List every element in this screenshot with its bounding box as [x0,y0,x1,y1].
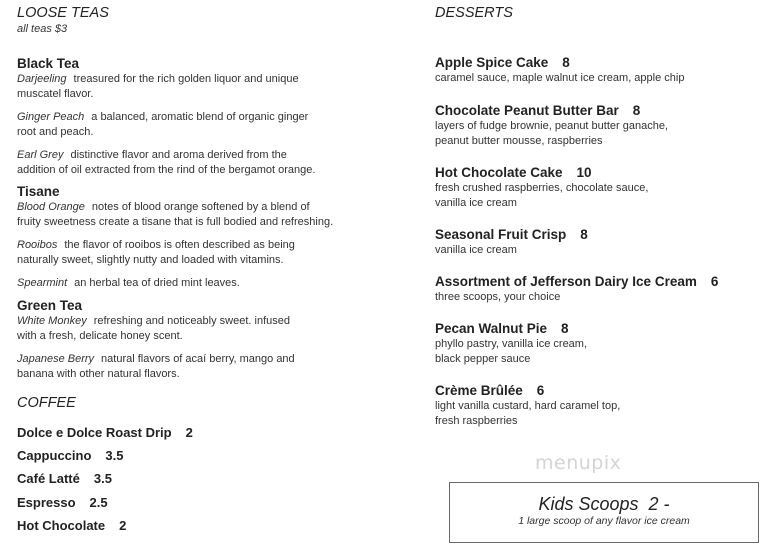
dessert-price: 10 [576,165,592,180]
dessert-item [435,164,765,211]
dessert-desc: black pepper sauce [435,353,531,365]
dessert-desc: caramel sauce, maple walnut ice cream, apple chip [435,72,685,84]
tea-item [17,314,387,343]
dessert-heading [435,54,765,71]
dessert-desc: vanilla ice cream [435,244,517,256]
coffee-item [17,495,108,511]
dessert-price: 6 [536,383,545,398]
dessert-desc: fresh raspberries [435,415,518,427]
tea-desc-cont: root and peach. [17,125,94,138]
tea-name: White Monkey [17,315,87,327]
loose-teas-subtitle: all teas $3 [17,23,68,35]
tea-item [17,238,387,267]
dessert-item [435,102,765,149]
dessert-name: Assortment of Jefferson Dairy Ice Cream [435,274,697,289]
tea-name: Blood Orange [17,201,85,213]
coffee-item [17,448,123,464]
coffee-price: 3.5 [105,448,124,463]
dessert-desc: vanilla ice cream [435,197,517,209]
dessert-name: Seasonal Fruit Crisp [435,227,567,242]
dessert-item [435,54,765,86]
tea-item [17,110,387,139]
tea-desc-cont: muscatel flavor. [17,87,94,100]
tea-desc: a balanced, aromatic blend of organic ginger [91,111,309,123]
tea-desc: an herbal tea of dried mint leaves. [74,277,240,289]
coffee-price: 3.5 [93,471,112,486]
tea-desc: treasured for the rich golden liquor and unique [73,73,299,85]
dessert-name: Apple Spice Cake [435,55,549,70]
dessert-desc: peanut butter mousse, raspberries [435,135,603,147]
dessert-item [435,320,765,367]
coffee-name: Cappuccino [17,448,92,463]
dessert-desc: layers of fudge brownie, peanut butter ganache, [435,120,668,132]
tea-name: Spearmint [17,277,68,289]
dessert-desc: three scoops, your choice [435,291,561,303]
tea-group-tisane [17,183,387,291]
tea-name: Ginger Peach [17,111,85,123]
dessert-price: 8 [632,103,641,118]
dessert-desc: phyllo pastry, vanilla ice cream, [435,338,588,350]
tea-item [17,352,387,381]
tea-desc: distinctive flavor and aroma derived from the [70,149,287,161]
tea-name: Earl Grey [17,149,64,161]
coffee-name: Espresso [17,495,76,510]
watermark-logo: menupix [535,452,622,474]
dessert-heading [435,226,765,243]
dessert-name: Pecan Walnut Pie [435,321,548,336]
kids-scoops-title: Kids Scoops 2 - [538,494,670,514]
dessert-heading [435,273,765,290]
tea-name: Darjeeling [17,73,67,85]
coffee-list [17,425,387,545]
tea-name: Japanese Berry [17,353,95,365]
tea-item [17,276,387,291]
tea-desc-cont: with a fresh, delicate honey scent. [17,329,183,342]
tea-group-black [17,55,387,177]
coffee-name: Café Latté [17,471,80,486]
dessert-heading [435,164,765,181]
group-title: Green Tea [17,298,83,313]
coffee-name: Dolce e Dolce Roast Drip [17,425,172,440]
dessert-price: 8 [580,227,588,242]
dessert-heading [435,382,765,399]
tea-item [17,200,387,229]
dessert-name: Hot Chocolate Cake [435,165,563,180]
desserts-title: DESSERTS [435,5,513,21]
tea-desc: refreshing and noticeably sweet. infused [93,315,290,327]
coffee-title: COFFEE [17,395,76,411]
left-column [17,4,387,533]
tea-desc: notes of blood orange softened by a blend of [91,201,310,213]
loose-teas-title: LOOSE TEAS [17,5,109,21]
dessert-heading [435,102,765,119]
coffee-item [17,471,112,487]
coffee-item [17,425,193,441]
group-title: Black Tea [17,56,80,71]
dessert-price: 6 [710,274,719,289]
tea-desc-cont: fruity sweetness create a tisane that is full bodied and refreshing. [17,215,334,228]
tea-desc-cont: naturally sweet, slightly nutty and loaded with vitamins. [17,253,284,266]
kids-scoops-desc: 1 large scoop of any flavor ice cream [518,515,690,527]
dessert-price: 8 [561,321,569,336]
dessert-price: 8 [562,55,570,70]
tea-desc: the flavor of rooibos is often described as being [64,239,295,251]
tea-desc-cont: banana with other natural flavors. [17,367,180,380]
coffee-item [17,518,126,534]
coffee-price: 2.5 [89,495,108,510]
dessert-item [435,382,765,429]
tea-group-green [17,297,387,381]
dessert-name: Chocolate Peanut Butter Bar [435,103,619,118]
tea-name: Rooibos [17,239,58,251]
kids-scoops-box [449,482,759,543]
coffee-price: 2 [119,518,127,533]
tea-item [17,72,387,101]
tea-item [17,148,387,177]
tea-desc-cont: addition of oil extracted from the rind of the bergamot orange. [17,163,316,176]
group-title: Tisane [17,184,60,199]
coffee-price: 2 [185,425,193,440]
dessert-heading [435,320,765,337]
dessert-item [435,226,765,258]
tea-desc: natural flavors of acaí berry, mango and [101,353,295,365]
dessert-item [435,273,765,305]
dessert-desc: light vanilla custard, hard caramel top, [435,400,621,412]
right-column [435,4,765,427]
dessert-name: Crème Brûlée [435,383,523,398]
coffee-name: Hot Chocolate [17,518,106,533]
dessert-desc: fresh crushed raspberries, chocolate sauce, [435,182,649,194]
